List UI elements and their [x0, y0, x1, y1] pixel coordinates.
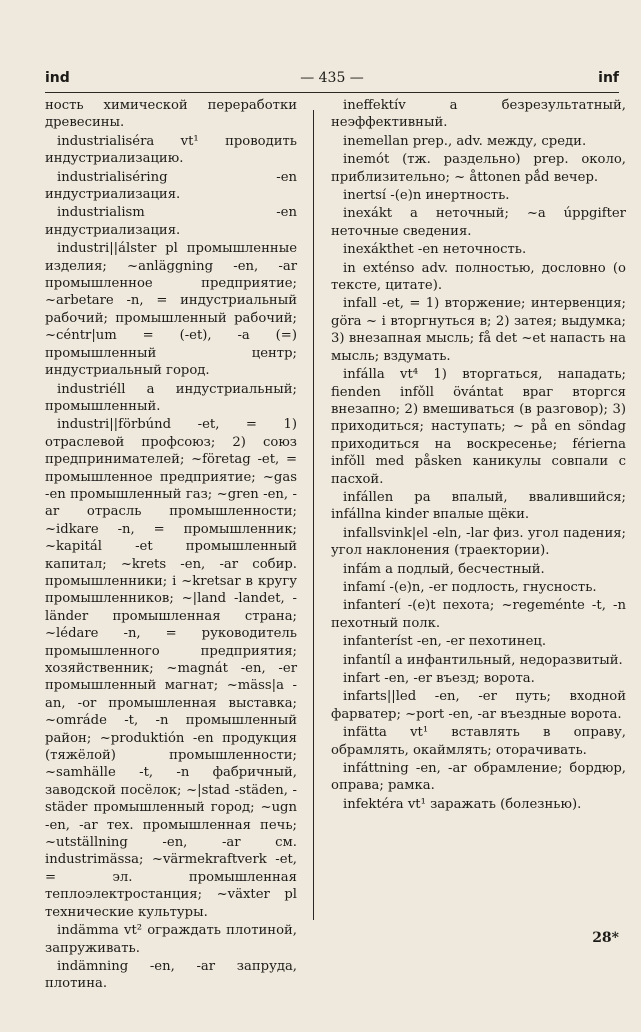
dictionary-entry: inertsí -(e)n инертность. — [343, 188, 510, 204]
dictionary-entry: industri||álster pl промышленные изделия; ~anläggning -en, -ar промышленное предприятие; ~arbetare -n, = индустриальный рабочий; промышленный рабочий; ~céntr|um = (-et), -a (=) промышленный центр; индустриальный город. — [45, 241, 297, 379]
dictionary-entry: infálla vt⁴ 1) вторгаться, нападать; fienden infǒll övántat враг вторгся внезапно; 2) вмешиваться (в разговор); 3) приходиться; наступать; ~ på en söndag приходиться на воскресенье; férierna infǒll med påsken каникулы совпали с пасхой. — [331, 367, 626, 487]
dictionary-entry: infám a подлый, бесчестный. — [343, 561, 545, 577]
dictionary-entry: infanteríst -en, -er пехотинец. — [343, 634, 547, 650]
dictionary-entry: infamí -(e)n, -er подлость, гнусность. — [343, 579, 597, 595]
guide-word-right: inf — [598, 70, 619, 86]
dictionary-entry: infall -et, = 1) вторжение; интервенция; göra ~ i вторгнуться в; 2) затея; выдумка; 3) внезапная мысль; få det ~et напасть на мысль; вздумать. — [331, 296, 626, 364]
column-divider — [313, 110, 314, 920]
dictionary-entry: in exténso adv. полностью, дословно (о тексте, цитате). — [331, 260, 626, 294]
dictionary-entry: inemót (тж. раздельно) prep. около, приблизительно; ~ åttonen pǻd вечер. — [331, 152, 626, 185]
dictionary-entry: indämning -en, -ar запруда, плотина. — [45, 958, 297, 992]
dictionary-entry: industrialism -en индустриализация. — [45, 205, 297, 238]
dictionary-entry: industriéll a индустриальный; промышленный. — [45, 381, 297, 414]
dictionary-entry: infállen pa впалый, ввалившийся; infállna kinder впалые щёки. — [331, 489, 626, 523]
dictionary-entry: infätta vt¹ вставлять в оправу, обрамлять, окаймлять; оторачивать. — [331, 725, 626, 758]
dictionary-entry: infektéra vt¹ заражать (болезнью). — [343, 796, 582, 812]
dictionary-entry: indämma vt² ограждать плотиной, запруживать. — [45, 923, 297, 956]
dictionary-entry: ность химической переработки древесины. — [45, 98, 297, 131]
dictionary-entry: infart -en, -er въезд; ворота. — [343, 671, 535, 686]
dictionary-entry: ineffektív a безрезультатный, неэффективный. — [331, 98, 626, 131]
page-header — [45, 70, 619, 90]
dictionary-entry: infantíl a инфантильный, недоразвитый. — [343, 652, 623, 668]
left-column — [45, 97, 297, 994]
dictionary-entry: inexákthet -en неточность. — [343, 242, 527, 258]
dictionary-entry: industrialiséring -en индустриализация. — [45, 169, 297, 203]
guide-word-left: ind — [45, 70, 70, 86]
header-rule — [45, 92, 619, 93]
dictionary-entry: industrialiséra vt¹ проводить индустриализацию. — [45, 133, 297, 167]
dictionary-entry: infáttning -en, -ar обрамление; бордюр, оправа; рамка. — [331, 761, 626, 794]
dictionary-entry: infarts||led -en, -er путь; входной фарватер; ~port -en, -ar въездные ворота. — [331, 689, 626, 722]
dictionary-entry: infanterí -(e)t пехота; ~regeménte -t, -n пехотный полк. — [331, 598, 626, 631]
dictionary-entry: inexákt a неточный; ~a úppgifter неточные сведения. — [331, 206, 626, 239]
dictionary-entry: infallsvink|el -eln, -lar физ. угол падения; угол наклонения (траектории). — [331, 525, 626, 559]
page-number: — 435 — — [300, 70, 364, 86]
right-column — [331, 97, 626, 814]
printer-signature-mark: 28* — [592, 930, 619, 946]
dictionary-entry: industri||förbúnd -et, = 1) отраслевой профсоюз; 2) союз предпринимателей; ~företag -et, = промышленное предприятие; ~gas -en промышленный газ; ~gren -en, -ar отрасль промышленности; ~idkare -n, = промышленник; ~kapitál -et промышленный капитал; ~krets -en, -ar собир. промышленники; i ~kretsar в кругу промышленников; ~|land -landet, -länder промышленная страна; ~lédare -n, = руководитель промышленного предприятия; хозяйственник; ~magnát -en, -er промышленный магнат; ~mäss|a -an, -or промышленная выставка; ~omráde -t, -n промышленный район; ~produktión -en продукция (тяжёлой) промышленности; ~samhälle -t, -n фабричный, заводской посёлок; ~|stad -städen, -städer промышленный город; ~ugn -en, -ar тех. промышленная печь; ~utställning -en, -ar см. industrimässa; ~värmekraftverk -et, = эл. промышленная теплоэлектростанция; ~växter pl технические культуры. — [45, 417, 297, 920]
dictionary-entry: inemellan prep., adv. между, среди. — [343, 133, 587, 149]
